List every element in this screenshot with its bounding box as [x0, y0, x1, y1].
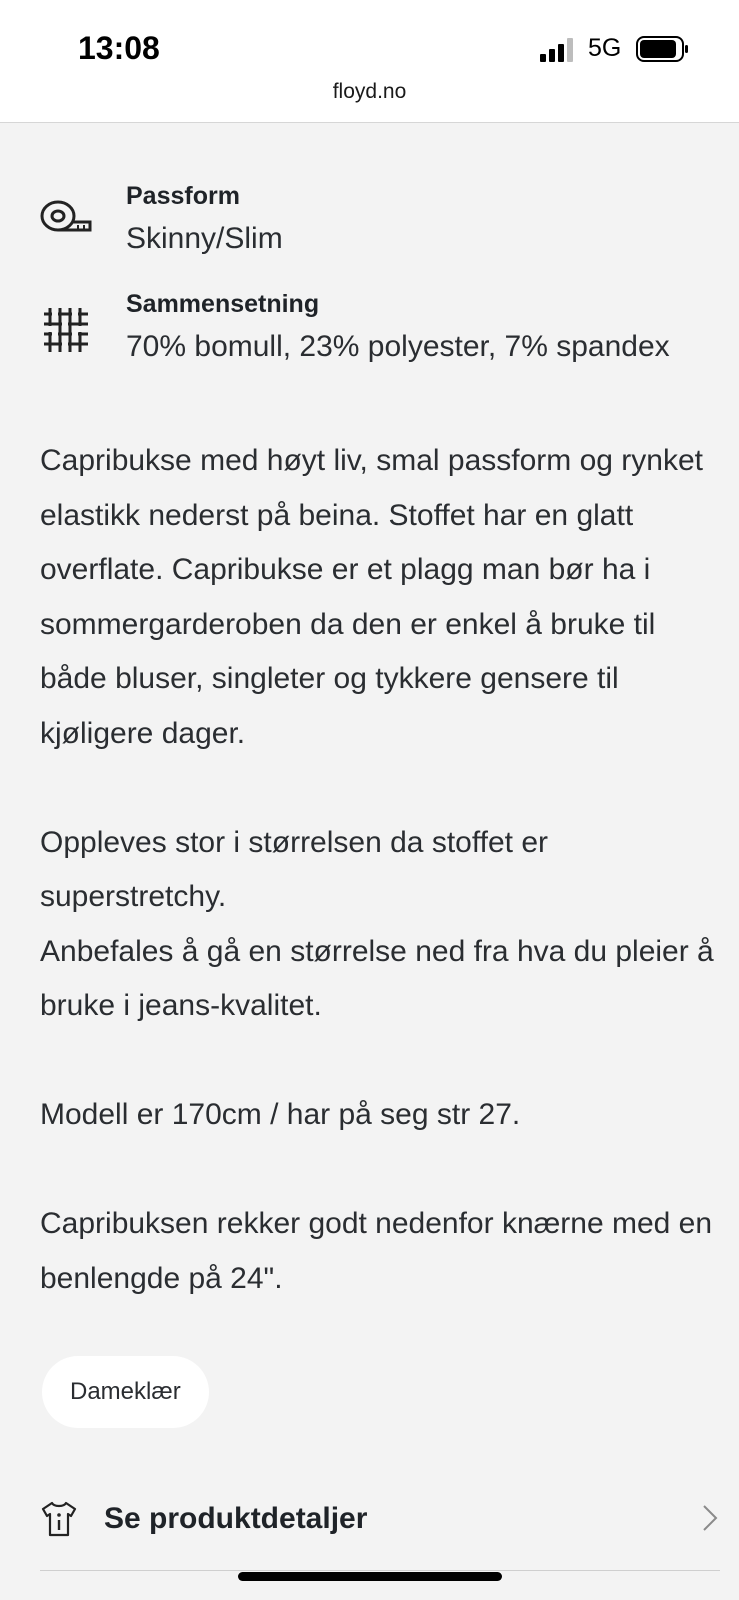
measuring-tape-icon	[40, 194, 92, 246]
spec-fit-value: Skinny/Slim	[126, 222, 283, 255]
description-paragraph: Capribukse med høyt liv, smal passform og rynket elastikk nederst på beina. Stoffet har en glatt overflate. Capribukse er et plagg man bør ha i sommergarderoben da den er enkel å bruke til både bluser, singleter og tykkere gensere til kjøligere dager.	[40, 444, 704, 750]
spec-composition-value: 70% bomull, 23% polyester, 7% spandex	[126, 330, 670, 363]
status-time: 13:08	[78, 30, 160, 66]
fabric-weave-icon	[40, 304, 92, 356]
battery-icon	[636, 36, 690, 62]
address-bar-url[interactable]: floyd.no	[332, 80, 407, 103]
product-details-label: Se produktdetaljer	[104, 1502, 368, 1535]
spec-composition-label: Sammensetning	[126, 290, 320, 318]
category-tag-label: Dameklær	[70, 1378, 181, 1405]
category-tag[interactable]	[42, 1356, 209, 1428]
tshirt-info-icon	[40, 1500, 78, 1538]
description-paragraph: Capribuksen rekker godt nedenfor knærne med en benlengde på 24".	[40, 1207, 713, 1295]
spec-fit-label: Passform	[126, 182, 240, 210]
description-paragraph: Modell er 170cm / har på seg str 27.	[40, 1098, 521, 1131]
description-paragraph: Oppleves stor i størrelsen da stoffet er superstretchy.	[40, 825, 548, 913]
status-bar	[0, 0, 739, 123]
product-description	[40, 434, 720, 1306]
chevron-right-icon	[700, 1504, 720, 1532]
network-label: 5G	[588, 34, 622, 62]
home-indicator	[238, 1572, 502, 1581]
description-paragraph: Anbefales å gå en størrelse ned fra hva du pleier å bruke i jeans-kvalitet.	[40, 934, 714, 1022]
product-details-link[interactable]	[40, 1500, 720, 1571]
signal-icon	[540, 38, 578, 62]
